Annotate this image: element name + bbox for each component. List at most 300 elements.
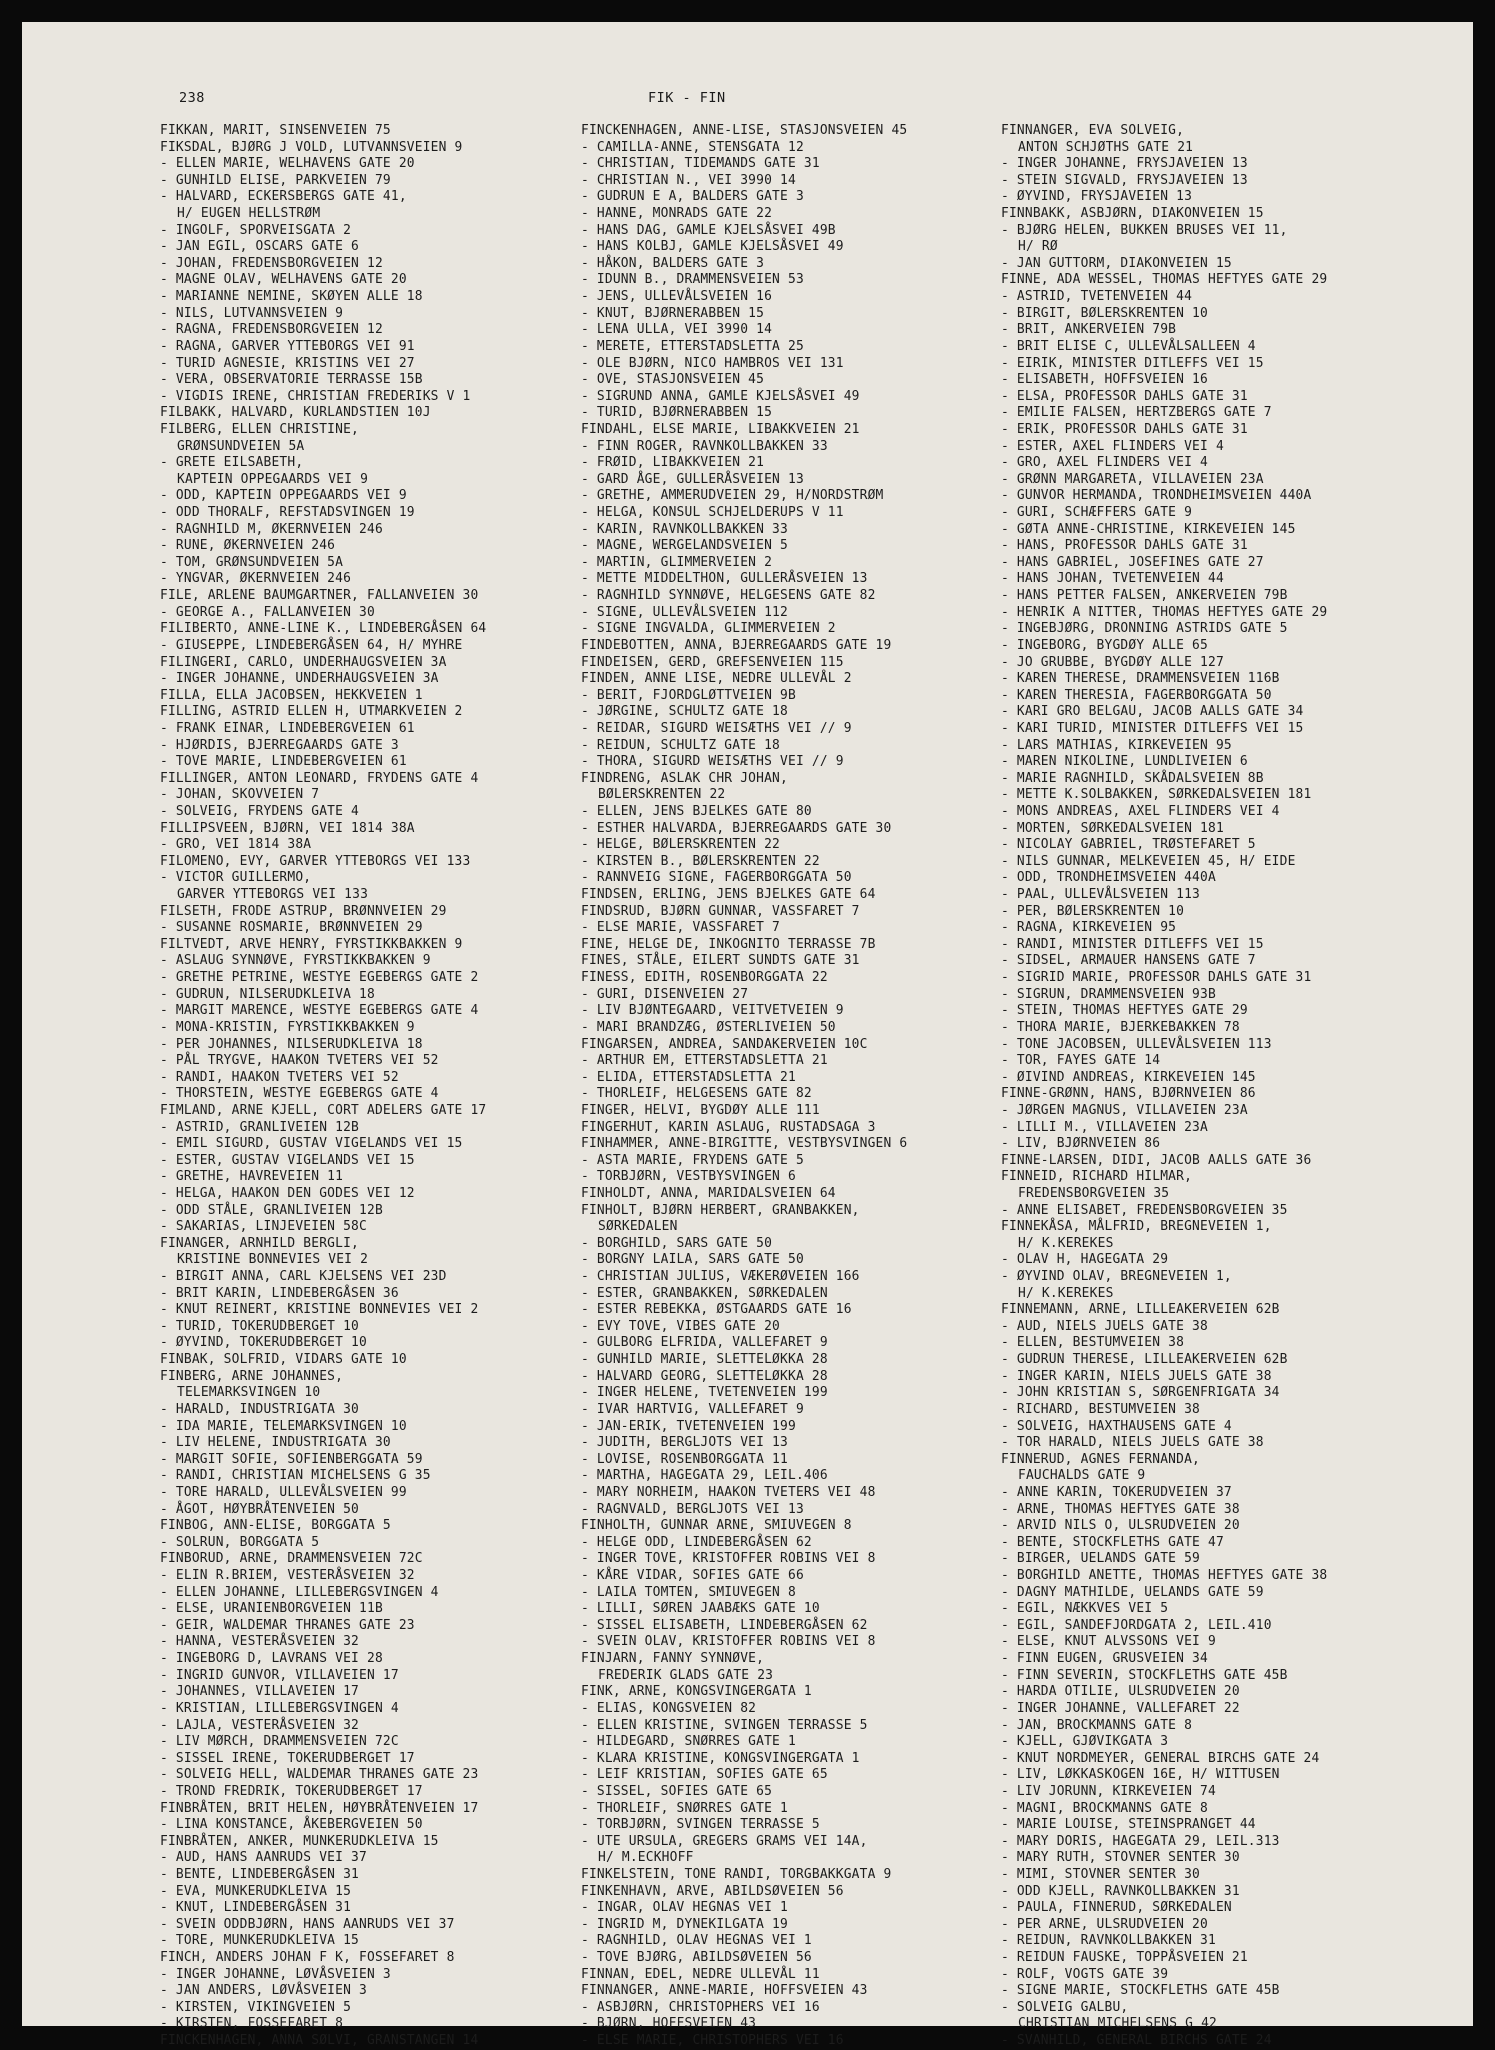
directory-entry-line: - INGER KARIN, NIELS JUELS GATE 38 — [1001, 1368, 1272, 1384]
directory-entry-line: FINNBAKK, ASBJØRN, DIAKONVEIEN 15 — [1001, 206, 1264, 222]
directory-entry-line: - KNUT, LINDEBERGÅSEN 31 — [160, 1900, 352, 1916]
directory-entry-line: - KAREN THERESE, DRAMMENSVEIEN 116B — [1001, 671, 1280, 687]
directory-entry-line: - ELLEN JOHANNE, LILLEBERGSVINGEN 4 — [160, 1584, 439, 1600]
directory-entry-line: - HALVARD GEORG, SLETTELØKKA 28 — [581, 1368, 828, 1384]
directory-entry-line: - MARI BRANDZÆG, ØSTERLIVEIEN 50 — [581, 1019, 836, 1035]
directory-page — [22, 22, 1473, 2049]
directory-entry-line: - IDUNN B., DRAMMENSVEIEN 53 — [581, 272, 804, 288]
directory-entry-line: - MAGNE OLAV, WELHAVENS GATE 20 — [160, 272, 407, 288]
directory-entry-line: - KAREN THERESIA, FAGERBORGGATA 50 — [1001, 687, 1272, 703]
directory-entry-line: FINNANGER, ANNE-MARIE, HOFFSVEIEN 43 — [581, 1983, 868, 1999]
directory-entry-line: - MARIE LOUISE, STEINSPRANGET 44 — [1001, 1817, 1256, 1833]
directory-entry-line: FINBRÅTEN, BRIT HELEN, HØYBRÅTENVEIEN 17 — [160, 1800, 479, 1816]
directory-entry-line: - KARI TURID, MINISTER DITLEFFS VEI 15 — [1001, 720, 1304, 736]
directory-entry-line: - INGEBORG, BYGDØY ALLE 65 — [1001, 637, 1208, 653]
directory-entry-line: - JO GRUBBE, BYGDØY ALLE 127 — [1001, 654, 1224, 670]
directory-entry-line: - KIRSTEN, VIKINGVEIEN 5 — [160, 1999, 352, 2015]
column-right — [1001, 123, 1327, 2050]
directory-entry-line: FINGARSEN, ANDREA, SANDAKERVEIEN 10C — [581, 1036, 868, 1052]
directory-entry-line: - PÅL TRYGVE, HAAKON TVETERS VEI 52 — [160, 1053, 439, 1069]
directory-entry-line: - ELLEN, JENS BJELKES GATE 80 — [581, 803, 812, 819]
directory-entry-line: - SISSEL IRENE, TOKERUDBERGET 17 — [160, 1750, 415, 1766]
directory-entry-line: - YNGVAR, ØKERNVEIEN 246 — [160, 571, 352, 587]
directory-entry-line: - LOVISE, ROSENBORGGATA 11 — [581, 1451, 788, 1467]
directory-entry-line: FILBAKK, HALVARD, KURLANDSTIEN 10J — [160, 405, 431, 421]
directory-entry-line: - ELSE MARIE, VASSFARET 7 — [581, 920, 781, 936]
directory-entry-line: - HANS JOHAN, TVETENVEIEN 44 — [1001, 571, 1224, 587]
directory-entry-line: - BERIT, FJORDGLØTTVEIEN 9B — [581, 687, 796, 703]
directory-entry-line: - RAGNHILD, OLAV HEGNAS VEI 1 — [581, 1933, 812, 1949]
directory-entry-line: - KARI GRO BELGAU, JACOB AALLS GATE 34 — [1001, 704, 1304, 720]
directory-entry-line: - MARTHA, HAGEGATA 29, LEIL.406 — [581, 1468, 828, 1484]
directory-entry-line: - SVEIN ODDBJØRN, HANS AANRUDS VEI 37 — [160, 1916, 455, 1932]
directory-entry-line: - GRETHE, HAVREVEIEN 11 — [160, 1169, 344, 1185]
directory-entry-line: - ESTHER HALVARDA, BJERREGAARDS GATE 30 — [581, 820, 892, 836]
directory-entry-line: - SOLRUN, BORGGATA 5 — [160, 1534, 320, 1550]
directory-entry-line: - RAGNVALD, BERGLJOTS VEI 13 — [581, 1501, 804, 1517]
directory-entry-line: FINHAMMER, ANNE-BIRGITTE, VESTBYSVINGEN 6 — [581, 1136, 908, 1152]
directory-entry-line: - KARIN, RAVNKOLLBAKKEN 33 — [581, 521, 788, 537]
directory-entry-line: FINBRÅTEN, ANKER, MUNKERUDKLEIVA 15 — [160, 1833, 439, 1849]
directory-entry-line: KAPTEIN OPPEGAARDS VEI 9 — [177, 471, 369, 487]
directory-entry-line: - SAKARIAS, LINJEVEIEN 58C — [160, 1219, 367, 1235]
directory-entry-line: - SIDSEL, ARMAUER HANSENS GATE 7 — [1001, 953, 1256, 969]
directory-entry-line: - JOHAN, FREDENSBORGVEIEN 12 — [160, 255, 383, 271]
directory-entry-line: - CAMILLA-ANNE, STENSGATA 12 — [581, 139, 804, 155]
directory-entry-line: - LAJLA, VESTERÅSVEIEN 32 — [160, 1717, 360, 1733]
directory-entry-line: - NICOLAY GABRIEL, TRØSTEFARET 5 — [1001, 837, 1256, 853]
directory-entry-line: - IDA MARIE, TELEMARKSVINGEN 10 — [160, 1418, 407, 1434]
directory-entry-line: - MONS ANDREAS, AXEL FLINDERS VEI 4 — [1001, 803, 1280, 819]
directory-entry-line: - GARD ÅGE, GULLERÅSVEIEN 13 — [581, 471, 804, 487]
directory-entry-line: - MARGIT MARENCE, WESTYE EGEBERGS GATE 4 — [160, 1003, 479, 1019]
directory-entry-line: - GURI, SCHÆFFERS GATE 9 — [1001, 505, 1193, 521]
directory-entry-line: - BRIT ELISE C, ULLEVÅLSALLEEN 4 — [1001, 338, 1256, 354]
directory-entry-line: - UTE URSULA, GREGERS GRAMS VEI 14A, — [581, 1833, 868, 1849]
directory-entry-line: - MARY DORIS, HAGEGATA 29, LEIL.313 — [1001, 1833, 1280, 1849]
directory-entry-line: FINHOLTH, GUNNAR ARNE, SMIUVEGEN 8 — [581, 1518, 852, 1534]
directory-entry-line: - SOLVEIG, FRYDENS GATE 4 — [160, 803, 360, 819]
directory-entry-line: - OLE BJØRN, NICO HAMBROS VEI 131 — [581, 355, 844, 371]
directory-entry-line: - TORBJØRN, VESTBYSVINGEN 6 — [581, 1169, 796, 1185]
directory-entry-line: - JAN, BROCKMANNS GATE 8 — [1001, 1717, 1193, 1733]
directory-entry-line: - RAGNA, KIRKEVEIEN 95 — [1001, 920, 1177, 936]
directory-entry-line: FINESS, EDITH, ROSENBORGGATA 22 — [581, 970, 828, 986]
directory-entry-line: - SIGRUN, DRAMMENSVEIEN 93B — [1001, 986, 1216, 1002]
directory-entry-line: - EGIL, SANDEFJORDGATA 2, LEIL.410 — [1001, 1617, 1272, 1633]
directory-entry-line: - CHRISTIAN JULIUS, VÆKERØVEIEN 166 — [581, 1269, 860, 1285]
directory-entry-line: - ØYVIND, TOKERUDBERGET 10 — [160, 1335, 367, 1351]
directory-entry-line: - GRETE EILSABETH, — [160, 455, 304, 471]
directory-entry-line: GARVER YTTEBORGS VEI 133 — [177, 887, 369, 903]
directory-entry-line: - BIRGIT ANNA, CARL KJELSENS VEI 23D — [160, 1269, 447, 1285]
directory-entry-line: - ODD, TRONDHEIMSVEIEN 440A — [1001, 870, 1216, 886]
directory-entry-line: FINBAK, SOLFRID, VIDARS GATE 10 — [160, 1352, 407, 1368]
directory-entry-line: - METTE K.SOLBAKKEN, SØRKEDALSVEIEN 181 — [1001, 787, 1312, 803]
directory-entry-line: - BJØRG HELEN, BUKKEN BRUSES VEI 11, — [1001, 222, 1288, 238]
directory-entry-line: FILBERG, ELLEN CHRISTINE, — [160, 421, 360, 437]
directory-entry-line: - ARNE, THOMAS HEFTYES GATE 38 — [1001, 1501, 1240, 1517]
directory-entry-line: FINDEN, ANNE LISE, NEDRE ULLEVÅL 2 — [581, 671, 852, 687]
directory-entry-line: - ROLF, VOGTS GATE 39 — [1001, 1966, 1169, 1982]
directory-entry-line: - MAREN NIKOLINE, LUNDLIVEIEN 6 — [1001, 754, 1248, 770]
directory-entry-line: FINDEISEN, GERD, GREFSENVEIEN 115 — [581, 654, 844, 670]
directory-entry-line: - REIDUN FAUSKE, TOPPÅSVEIEN 21 — [1001, 1950, 1248, 1966]
directory-entry-line: - SIGRUND ANNA, GAMLE KJELSÅSVEI 49 — [581, 388, 860, 404]
directory-entry-line: - SIGNE MARIE, STOCKFLETHS GATE 45B — [1001, 1983, 1280, 1999]
directory-entry-line: - STEIN, THOMAS HEFTYES GATE 29 — [1001, 1003, 1248, 1019]
directory-entry-line: - BENTE, LINDEBERGÅSEN 31 — [160, 1866, 360, 1882]
directory-entry-line: - HANNA, VESTERÅSVEIEN 32 — [160, 1634, 360, 1650]
directory-entry-line: - RUNE, ØKERNVEIEN 246 — [160, 538, 336, 554]
directory-entry-line: FINDAHL, ELSE MARIE, LIBAKKVEIEN 21 — [581, 421, 860, 437]
directory-entry-line: - MARTIN, GLIMMERVEIEN 2 — [581, 554, 773, 570]
directory-entry-line: - BRIT KARIN, LINDEBERGÅSEN 36 — [160, 1285, 399, 1301]
directory-entry-line: - GRETHE PETRINE, WESTYE EGEBERGS GATE 2 — [160, 970, 479, 986]
directory-entry-line: FINANGER, ARNHILD BERGLI, — [160, 1235, 360, 1251]
directory-entry-line: - TOVE BJØRG, ABILDSØVEIEN 56 — [581, 1950, 812, 1966]
directory-entry-line: FAUCHALDS GATE 9 — [1018, 1468, 1146, 1484]
directory-entry-line: - GUDRUN THERESE, LILLEAKERVEIEN 62B — [1001, 1352, 1288, 1368]
directory-entry-line: - ELIDA, ETTERSTADSLETTA 21 — [581, 1069, 796, 1085]
directory-entry-line: - JAN GUTTORM, DIAKONVEIEN 15 — [1001, 255, 1232, 271]
directory-entry-line: - KÅRE VIDAR, SOFIES GATE 66 — [581, 1568, 804, 1584]
directory-entry-line: - TURID, BJØRNERABBEN 15 — [581, 405, 773, 421]
directory-entry-line: - HANNE, MONRADS GATE 22 — [581, 206, 773, 222]
directory-entry-line: - LIV HELENE, INDUSTRIGATA 30 — [160, 1435, 391, 1451]
directory-entry-line: - BIRGIT, BØLERSKRENTEN 10 — [1001, 305, 1208, 321]
directory-entry-line: - TROND FREDRIK, TOKERUDBERGET 17 — [160, 1783, 423, 1799]
directory-entry-line: - LILLI M., VILLAVEIEN 23A — [1001, 1119, 1208, 1135]
directory-entry-line: - KRISTIAN, LILLEBERGSVINGEN 4 — [160, 1700, 399, 1716]
directory-entry-line: - KNUT NORDMEYER, GENERAL BIRCHS GATE 24 — [1001, 1750, 1320, 1766]
directory-entry-line: - SOLVEIG HELL, WALDEMAR THRANES GATE 23 — [160, 1767, 479, 1783]
directory-entry-line: FINNEMANN, ARNE, LILLEAKERVEIEN 62B — [1001, 1302, 1280, 1318]
directory-entry-line: FINNANGER, EVA SOLVEIG, — [1001, 123, 1185, 138]
directory-entry-line: - GUDRUN E A, BALDERS GATE 3 — [581, 189, 804, 205]
directory-entry-line: - IVAR HARTVIG, VALLEFARET 9 — [581, 1401, 804, 1417]
directory-entry-line: - HILDEGARD, SNØRRES GATE 1 — [581, 1734, 796, 1750]
directory-entry-line: KRISTINE BONNEVIES VEI 2 — [177, 1252, 369, 1268]
directory-entry-line: - THORA MARIE, BJERKEBAKKEN 78 — [1001, 1019, 1240, 1035]
directory-entry-line: - PER ARNE, ULSRUDVEIEN 20 — [1001, 1916, 1208, 1932]
column-left — [160, 123, 486, 2050]
directory-entry-line: - ØYVIND OLAV, BREGNEVEIEN 1, — [1001, 1269, 1232, 1285]
directory-entry-line: - LIV, BJØRNVEIEN 86 — [1001, 1136, 1161, 1152]
directory-entry-line: - HELGE ODD, LINDEBERGÅSEN 62 — [581, 1534, 812, 1550]
directory-entry-line: - ELSA, PROFESSOR DAHLS GATE 31 — [1001, 388, 1248, 404]
directory-entry-line: - ELSE, URANIENBORGVEIEN 11B — [160, 1601, 383, 1617]
directory-entry-line: - BIRGER, UELANDS GATE 59 — [1001, 1551, 1201, 1567]
directory-entry-line: - AUD, NIELS JUELS GATE 38 — [1001, 1318, 1208, 1334]
directory-entry-line: - INGOLF, SPORVEISGATA 2 — [160, 222, 352, 238]
directory-entry-line: - GUNHILD ELISE, PARKVEIEN 79 — [160, 172, 391, 188]
directory-entry-line: - FINN SEVERIN, STOCKFLETHS GATE 45B — [1001, 1667, 1288, 1683]
directory-entry-line: FIKKAN, MARIT, SINSENVEIEN 75 — [160, 123, 391, 138]
directory-entry-line: - ELLEN KRISTINE, SVINGEN TERRASSE 5 — [581, 1717, 868, 1733]
directory-entry-line: - OLAV H, HAGEGATA 29 — [1001, 1252, 1169, 1268]
directory-entry-line: - THORLEIF, HELGESENS GATE 82 — [581, 1086, 812, 1102]
directory-entry-line: - EVY TOVE, VIBES GATE 20 — [581, 1318, 781, 1334]
directory-entry-line: - MERETE, ETTERSTADSLETTA 25 — [581, 338, 804, 354]
directory-entry-line: - NILS GUNNAR, MELKEVEIEN 45, H/ EIDE — [1001, 853, 1296, 869]
directory-entry-line: FINNE, ADA WESSEL, THOMAS HEFTYES GATE 29 — [1001, 272, 1328, 288]
directory-entry-line: - GEORGE A., FALLANVEIEN 30 — [160, 604, 375, 620]
directory-entry-line: - TONE JACOBSEN, ULLEVÅLSVEIEN 113 — [1001, 1036, 1272, 1052]
directory-entry-line: - ÅGOT, HØYBRÅTENVEIEN 50 — [160, 1501, 360, 1517]
directory-entry-line: - MORTEN, SØRKEDALSVEIEN 181 — [1001, 820, 1224, 836]
directory-entry-line: - HANS KOLBJ, GAMLE KJELSÅSVEI 49 — [581, 239, 844, 255]
directory-entry-line: - HALVARD, ECKERSBERGS GATE 41, — [160, 189, 407, 205]
directory-entry-line: - GRETHE, AMMERUDVEIEN 29, H/NORDSTRØM — [581, 488, 884, 504]
directory-entry-line: - ODD THORALF, REFSTADSVINGEN 19 — [160, 505, 415, 521]
directory-entry-line: - CHRISTIAN, TIDEMANDS GATE 31 — [581, 156, 820, 172]
directory-entry-line: - SIGNE, ULLEVÅLSVEIEN 112 — [581, 604, 788, 620]
directory-entry-line: FINNERUD, AGNES FERNANDA, — [1001, 1451, 1201, 1467]
directory-entry-line: - GUNHILD MARIE, SLETTELØKKA 28 — [581, 1352, 828, 1368]
directory-entry-line: - ELSE, KNUT ALVSSONS VEI 9 — [1001, 1634, 1216, 1650]
directory-entry-line: - KNUT, BJØRNERABBEN 15 — [581, 305, 765, 321]
directory-entry-line: - FINN ROGER, RAVNKOLLBAKKEN 33 — [581, 438, 828, 454]
directory-entry-line: FINGERHUT, KARIN ASLAUG, RUSTADSAGA 3 — [581, 1119, 876, 1135]
directory-entry-line: - HARDA OTILIE, ULSRUDVEIEN 20 — [1001, 1684, 1240, 1700]
directory-entry-line: - HELGA, HAAKON DEN GODES VEI 12 — [160, 1186, 415, 1201]
directory-entry-line: FINNAN, EDEL, NEDRE ULLEVÅL 11 — [581, 1966, 820, 1982]
directory-entry-line: FINCKENHAGEN, ANNA SØLVI, GRANSTANGEN 14 — [160, 2033, 479, 2049]
directory-entry-line: - KIRSTEN, FOSSEFARET 8 — [160, 2016, 344, 2032]
directory-entry-line: - MONA-KRISTIN, FYRSTIKKBAKKEN 9 — [160, 1019, 415, 1035]
directory-entry-line: - TOVE MARIE, LINDEBERGVEIEN 61 — [160, 754, 407, 770]
directory-entry-line: - JAN EGIL, OSCARS GATE 6 — [160, 239, 360, 255]
directory-entry-line: BØLERSKRENTEN 22 — [598, 787, 726, 803]
directory-entry-line: - PAULA, FINNERUD, SØRKEDALEN — [1001, 1900, 1232, 1916]
directory-entry-line: - SISSEL, SOFIES GATE 65 — [581, 1783, 773, 1799]
directory-entry-line: - ASTRID, TVETENVEIEN 44 — [1001, 289, 1193, 305]
directory-entry-line: - RAGNA, GARVER YTTEBORGS VEI 91 — [160, 338, 415, 354]
directory-entry-line: - GIUSEPPE, LINDEBERGÅSEN 64, H/ MYHRE — [160, 637, 463, 653]
directory-entry-line: - BRIT, ANKERVEIEN 79B — [1001, 322, 1177, 338]
directory-entry-line: CHRISTIAN MICHELSENS G 42 — [1018, 2016, 1218, 2032]
directory-entry-line: FINDSEN, ERLING, JENS BJELKES GATE 64 — [581, 887, 876, 903]
directory-entry-line: - EIRIK, MINISTER DITLEFFS VEI 15 — [1001, 355, 1264, 371]
directory-entry-line: FREDERIK GLADS GATE 23 — [598, 1667, 774, 1683]
directory-entry-line: - RICHARD, BESTUMVEIEN 38 — [1001, 1401, 1201, 1417]
directory-entry-line: - TORE HARALD, ULLEVÅLSVEIEN 99 — [160, 1484, 407, 1500]
directory-entry-line: FILTVEDT, ARVE HENRY, FYRSTIKKBAKKEN 9 — [160, 936, 463, 952]
directory-entry-line: - ASBJØRN, CHRISTOPHERS VEI 16 — [581, 1999, 820, 2015]
directory-entry-line: FINNEKÅSA, MÅLFRID, BREGNEVEIEN 1, — [1001, 1219, 1272, 1235]
directory-entry-line: - LIV, LØKKASKOGEN 16E, H/ WITTUSEN — [1001, 1767, 1280, 1783]
directory-entry-line: H/ EUGEN HELLSTRØM — [177, 206, 321, 222]
directory-entry-line: - INGER JOHANNE, FRYSJAVEIEN 13 — [1001, 156, 1248, 172]
directory-entry-line: FINKENHAVN, ARVE, ABILDSØVEIEN 56 — [581, 1883, 844, 1899]
directory-entry-line: - ELIN R.BRIEM, VESTERÅSVEIEN 32 — [160, 1568, 415, 1584]
directory-entry-line: - BORGHILD, SARS GATE 50 — [581, 1235, 773, 1251]
directory-entry-line: - ANNE KARIN, TOKERUDVEIEN 37 — [1001, 1484, 1232, 1500]
directory-entry-line: FINCKENHAGEN, ANNE-LISE, STASJONSVEIEN 45 — [581, 123, 908, 138]
directory-entry-line: FINNEID, RICHARD HILMAR, — [1001, 1169, 1193, 1185]
directory-entry-line: - THORLEIF, SNØRRES GATE 1 — [581, 1800, 788, 1816]
directory-entry-line: - HÅKON, BALDERS GATE 3 — [581, 255, 765, 271]
directory-entry-line: - LEIF KRISTIAN, SOFIES GATE 65 — [581, 1767, 828, 1783]
directory-entry-line: - GUDRUN, NILSERUDKLEIVA 18 — [160, 986, 375, 1002]
directory-entry-line: - JAN ANDERS, LØVÅSVEIEN 3 — [160, 1983, 367, 1999]
directory-entry-line: - BORGNY LAILA, SARS GATE 50 — [581, 1252, 804, 1268]
directory-entry-line: - HELGA, KONSUL SCHJELDERUPS V 11 — [581, 505, 844, 521]
directory-entry-line: - ELISABETH, HOFFSVEIEN 16 — [1001, 372, 1208, 388]
directory-entry-line: - ARTHUR EM, ETTERSTADSLETTA 21 — [581, 1053, 828, 1069]
directory-entry-line: - GUNVOR HERMANDA, TRONDHEIMSVEIEN 440A — [1001, 488, 1312, 504]
directory-entry-line: FINBORUD, ARNE, DRAMMENSVEIEN 72C — [160, 1551, 423, 1567]
directory-entry-line: - GØTA ANNE-CHRISTINE, KIRKEVEIEN 145 — [1001, 521, 1296, 537]
directory-entry-line: - RAGNHILD SYNNØVE, HELGESENS GATE 82 — [581, 588, 876, 604]
directory-entry-line: - ESTER, GRANBAKKEN, SØRKEDALEN — [581, 1285, 828, 1301]
directory-entry-line: - GRO, VEI 1814 38A — [160, 837, 312, 853]
directory-entry-line: - HELGE, BØLERSKRENTEN 22 — [581, 837, 781, 853]
directory-entry-line: - ESTER REBEKKA, ØSTGAARDS GATE 16 — [581, 1302, 852, 1318]
directory-entry-line: FILSETH, FRODE ASTRUP, BRØNNVEIEN 29 — [160, 903, 447, 919]
directory-entry-line: - RANDI, CHRISTIAN MICHELSENS G 35 — [160, 1468, 431, 1484]
directory-entry-line: - RAGNHILD M, ØKERNVEIEN 246 — [160, 521, 383, 537]
directory-entry-line: - PER, BØLERSKRENTEN 10 — [1001, 903, 1185, 919]
directory-entry-line: GRØNSUNDVEIEN 5A — [177, 438, 305, 454]
directory-entry-line: - HANS PETTER FALSEN, ANKERVEIEN 79B — [1001, 588, 1288, 604]
directory-entry-line: - RANNVEIG SIGNE, FAGERBORGGATA 50 — [581, 870, 852, 886]
directory-entry-line: - JUDITH, BERGLJOTS VEI 13 — [581, 1435, 788, 1451]
directory-entry-line: - TOR HARALD, NIELS JUELS GATE 38 — [1001, 1435, 1264, 1451]
directory-entry-line: - ELIAS, KONGSVEIEN 82 — [581, 1700, 757, 1716]
directory-entry-line: - ANNE ELISABET, FREDENSBORGVEIEN 35 — [1001, 1202, 1288, 1218]
directory-entry-line: FILOMENO, EVY, GARVER YTTEBORGS VEI 133 — [160, 853, 471, 869]
directory-entry-line: - JOHN KRISTIAN S, SØRGENFRIGATA 34 — [1001, 1385, 1280, 1401]
directory-entry-line: - ASLAUG SYNNØVE, FYRSTIKKBAKKEN 9 — [160, 953, 431, 969]
directory-entry-line: SØRKEDALEN — [598, 1219, 678, 1235]
directory-entry-line: - INGEBJØRG, DRONNING ASTRIDS GATE 5 — [1001, 621, 1288, 637]
directory-entry-line: FINES, STÅLE, EILERT SUNDTS GATE 31 — [581, 953, 860, 969]
directory-entry-line: FILLINGER, ANTON LEONARD, FRYDENS GATE 4 — [160, 770, 479, 786]
directory-entry-line: - GURI, DISENVEIEN 27 — [581, 986, 749, 1002]
directory-entry-line: - TORBJØRN, SVINGEN TERRASSE 5 — [581, 1817, 820, 1833]
directory-entry-line: TELEMARKSVINGEN 10 — [177, 1385, 321, 1401]
directory-entry-line: FILLIPSVEEN, BJØRN, VEI 1814 38A — [160, 820, 415, 836]
directory-entry-line: - FRANK EINAR, LINDEBERGVEIEN 61 — [160, 720, 415, 736]
directory-entry-line: - CHRISTIAN N., VEI 3990 14 — [581, 172, 796, 188]
directory-entry-line: - MARIE RAGNHILD, SKÅDALSVEIEN 8B — [1001, 770, 1264, 786]
directory-entry-line: FILIBERTO, ANNE-LINE K., LINDEBERGÅSEN 64 — [160, 621, 487, 637]
directory-entry-line: - INGER JOHANNE, VALLEFARET 22 — [1001, 1700, 1240, 1716]
directory-entry-line: - REIDUN, RAVNKOLLBAKKEN 31 — [1001, 1933, 1216, 1949]
directory-entry-line: FIKSDAL, BJØRG J VOLD, LUTVANNSVEIEN 9 — [160, 139, 463, 155]
directory-entry-line: - LIV MØRCH, DRAMMENSVEIEN 72C — [160, 1734, 399, 1750]
directory-entry-line: - INGRID GUNVOR, VILLAVEIEN 17 — [160, 1667, 399, 1683]
directory-entry-line: - BJØRN, HOFFSVEIEN 43 — [581, 2016, 757, 2032]
directory-entry-line: - ODD KJELL, RAVNKOLLBAKKEN 31 — [1001, 1883, 1240, 1899]
directory-entry-line: FINNE-GRØNN, HANS, BJØRNVEIEN 86 — [1001, 1086, 1256, 1102]
directory-entry-line: - LILLI, SØREN JAABÆKS GATE 10 — [581, 1601, 820, 1617]
directory-entry-line: - SISSEL ELISABETH, LINDEBERGÅSEN 62 — [581, 1617, 868, 1633]
directory-entry-line: - JØRGINE, SCHULTZ GATE 18 — [581, 704, 788, 720]
directory-entry-line: - TURID, TOKERUDBERGET 10 — [160, 1318, 360, 1334]
directory-entry-line: - JAN-ERIK, TVETENVEIEN 199 — [581, 1418, 796, 1434]
directory-entry-line: - SVEIN OLAV, KRISTOFFER ROBINS VEI 8 — [581, 1634, 876, 1650]
directory-entry-line: FINHOLT, BJØRN HERBERT, GRANBAKKEN, — [581, 1202, 860, 1218]
directory-entry-line: - JOHAN, SKOVVEIEN 7 — [160, 787, 320, 803]
directory-entry-line: - JØRGEN MAGNUS, VILLAVEIEN 23A — [1001, 1102, 1248, 1118]
directory-entry-line: - VIGDIS IRENE, CHRISTIAN FREDERIKS V 1 — [160, 388, 471, 404]
directory-entry-line: FILINGERI, CARLO, UNDERHAUGSVEIEN 3A — [160, 654, 447, 670]
directory-entry-line: - ODD STÅLE, GRANLIVEIEN 12B — [160, 1202, 383, 1218]
directory-entry-line: - LAILA TOMTEN, SMIUVEGEN 8 — [581, 1584, 796, 1600]
directory-entry-line: - THORA, SIGURD WEISÆTHS VEI // 9 — [581, 754, 844, 770]
directory-entry-line: - ASTA MARIE, FRYDENS GATE 5 — [581, 1152, 804, 1168]
directory-entry-line: H/ K.KEREKES — [1018, 1235, 1114, 1251]
directory-entry-line: - AUD, HANS AANRUDS VEI 37 — [160, 1850, 367, 1866]
directory-entry-line: - BENTE, STOCKFLETHS GATE 47 — [1001, 1534, 1224, 1550]
directory-entry-line: - GRØNN MARGARETA, VILLAVEIEN 23A — [1001, 471, 1264, 487]
directory-entry-line: - MARY NORHEIM, HAAKON TVETERS VEI 48 — [581, 1484, 876, 1500]
directory-entry-line: - INGRID M, DYNEKILGATA 19 — [581, 1916, 788, 1932]
directory-entry-line: - GEIR, WALDEMAR THRANES GATE 23 — [160, 1617, 415, 1633]
directory-entry-line: - SOLVEIG GALBU, — [1001, 1999, 1129, 2015]
directory-entry-line: - MAGNI, BROCKMANNS GATE 8 — [1001, 1800, 1208, 1816]
directory-entry-line: - SIGRID MARIE, PROFESSOR DAHLS GATE 31 — [1001, 970, 1312, 986]
column-middle — [581, 123, 907, 2050]
directory-entry-line: - ØYVIND, FRYSJAVEIEN 13 — [1001, 189, 1193, 205]
directory-entry-line: H/ M.ECKHOFF — [598, 1850, 694, 1866]
directory-entry-line: FINDEBOTTEN, ANNA, BJERREGAARDS GATE 19 — [581, 637, 892, 653]
directory-entry-line: - KIRSTEN B., BØLERSKRENTEN 22 — [581, 853, 820, 869]
directory-entry-line: - OVE, STASJONSVEIEN 45 — [581, 372, 765, 388]
directory-entry-line: - KJELL, GJØVIKGATA 3 — [1001, 1734, 1169, 1750]
directory-entry-line: - INGER JOHANNE, UNDERHAUGSVEIEN 3A — [160, 671, 439, 687]
directory-entry-line: H/ K.KEREKES — [1018, 1285, 1114, 1301]
directory-entry-line: FINBOG, ANN-ELISE, BORGGATA 5 — [160, 1518, 391, 1534]
directory-entry-line: - EMIL SIGURD, GUSTAV VIGELANDS VEI 15 — [160, 1136, 463, 1152]
directory-entry-line: - HJØRDIS, BJERREGAARDS GATE 3 — [160, 737, 399, 753]
directory-entry-line: - NILS, LUTVANNSVEIEN 9 — [160, 305, 344, 321]
directory-entry-line: - VICTOR GUILLERMO, — [160, 870, 312, 886]
directory-entry-line: - ARVID NILS O, ULSRUDVEIEN 20 — [1001, 1518, 1240, 1534]
directory-entry-line: - ESTER, GUSTAV VIGELANDS VEI 15 — [160, 1152, 415, 1168]
directory-entry-line: - LARS MATHIAS, KIRKEVEIEN 95 — [1001, 737, 1232, 753]
directory-entry-line: - EMILIE FALSEN, HERTZBERGS GATE 7 — [1001, 405, 1272, 421]
directory-entry-line: FINDSRUD, BJØRN GUNNAR, VASSFARET 7 — [581, 903, 860, 919]
directory-entry-line: FINBERG, ARNE JOHANNES, — [160, 1368, 344, 1384]
directory-entry-line: - RANDI, MINISTER DITLEFFS VEI 15 — [1001, 936, 1264, 952]
directory-entry-line: - SVANHILD, GENERAL BIRCHS GATE 24 — [1001, 2033, 1272, 2049]
directory-entry-line: ANTON SCHJØTHS GATE 21 — [1018, 139, 1194, 155]
directory-entry-line: - ELLEN, BESTUMVEIEN 38 — [1001, 1335, 1185, 1351]
directory-entry-line: - BORGHILD ANETTE, THOMAS HEFTYES GATE 38 — [1001, 1568, 1328, 1584]
directory-entry-line: - PER JOHANNES, NILSERUDKLEIVA 18 — [160, 1036, 423, 1052]
directory-entry-line: - EVA, MUNKERUDKLEIVA 15 — [160, 1883, 352, 1899]
directory-entry-line: - MARY RUTH, STOVNER SENTER 30 — [1001, 1850, 1240, 1866]
directory-entry-line: H/ RØ — [1018, 239, 1058, 255]
directory-entry-line: FINHOLDT, ANNA, MARIDALSVEIEN 64 — [581, 1186, 836, 1201]
directory-entry-line: - ØIVIND ANDREAS, KIRKEVEIEN 145 — [1001, 1069, 1256, 1085]
directory-entry-line: - TOR, FAYES GATE 14 — [1001, 1053, 1161, 1069]
directory-entry-line: - INGAR, OLAV HEGNAS VEI 1 — [581, 1900, 788, 1916]
directory-entry-line: - INGER HELENE, TVETENVEIEN 199 — [581, 1385, 828, 1401]
directory-entry-line: - HARALD, INDUSTRIGATA 30 — [160, 1401, 360, 1417]
directory-entry-line: FILLING, ASTRID ELLEN H, UTMARKVEIEN 2 — [160, 704, 463, 720]
directory-entry-line: FINJARN, FANNY SYNNØVE, — [581, 1651, 765, 1667]
directory-entry-line: - EGIL, NÆKKVES VEI 5 — [1001, 1601, 1169, 1617]
directory-entry-line: - TOM, GRØNSUNDVEIEN 5A — [160, 554, 344, 570]
directory-entry-line: - HENRIK A NITTER, THOMAS HEFTYES GATE 29 — [1001, 604, 1328, 620]
directory-entry-line: - HANS, PROFESSOR DAHLS GATE 31 — [1001, 538, 1248, 554]
directory-entry-line: - HANS GABRIEL, JOSEFINES GATE 27 — [1001, 554, 1264, 570]
